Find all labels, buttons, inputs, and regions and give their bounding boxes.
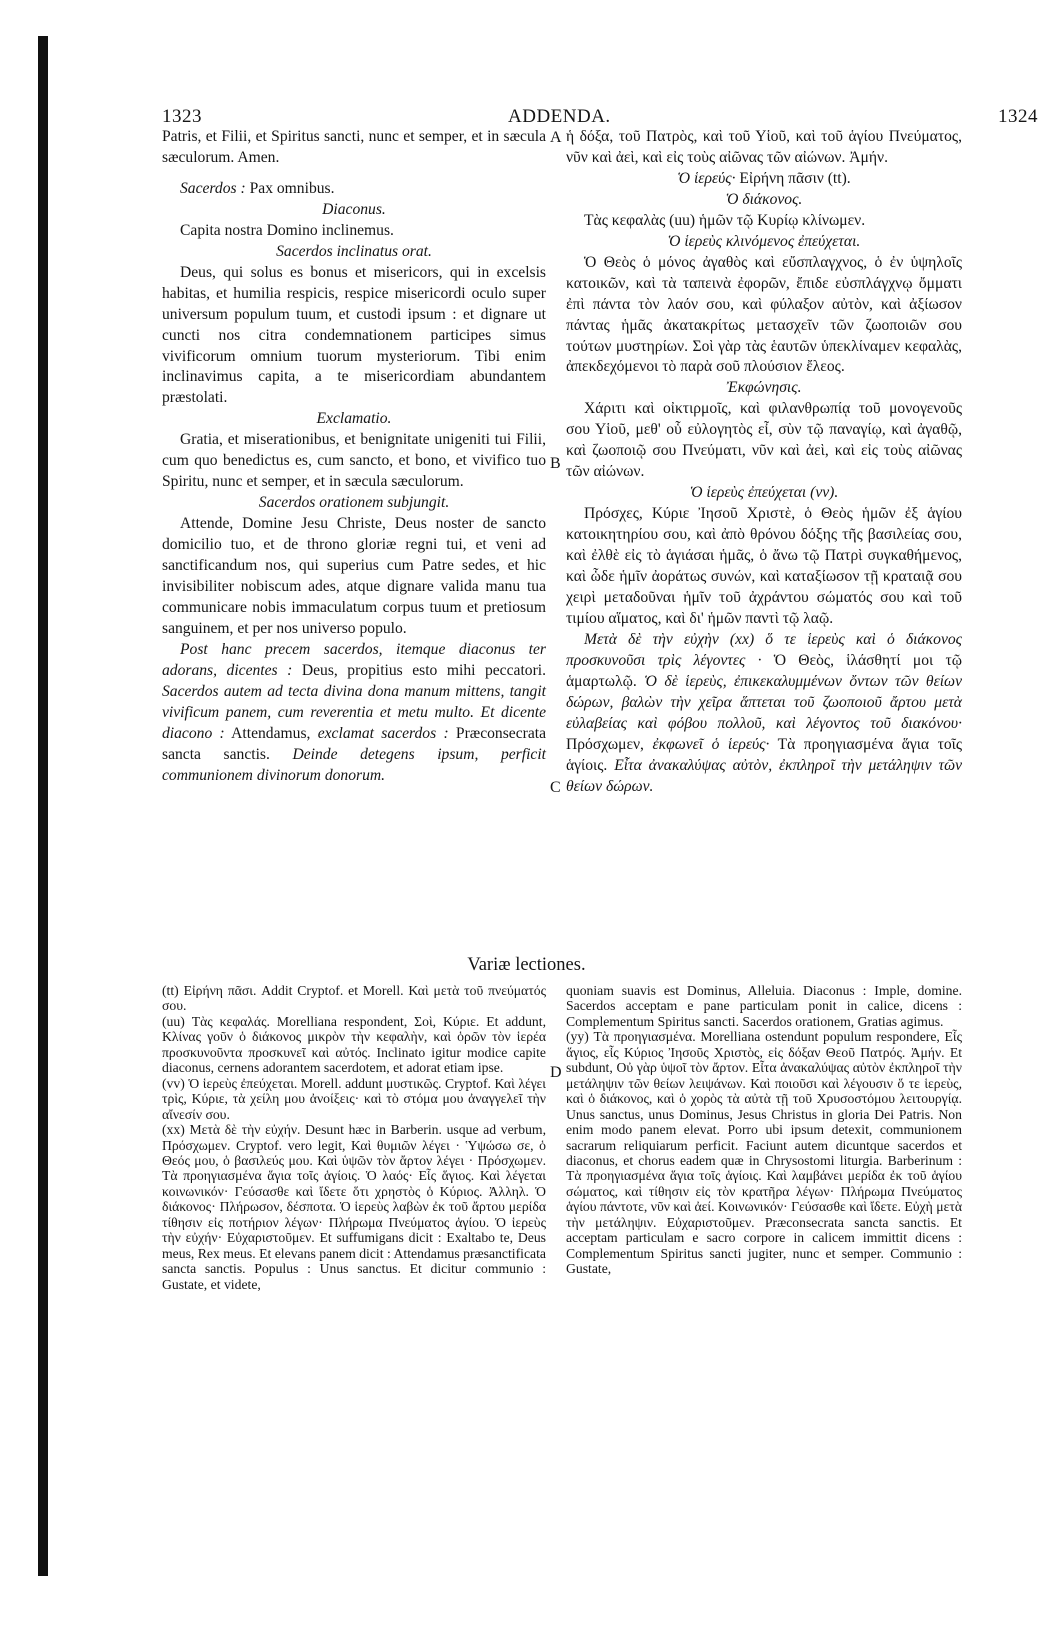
greek-prayer-theos: Ὁ Θεὸς ὁ μόνος ἀγαθὸς καὶ εὔσπλαγχνος, ὁ ἐν ὑψηλοῖς κατοικῶν, καὶ τὰ ταπεινὰ ἐφορῶν, ἔπιδε εὐσπλάγχνῳ ὄμματι ἐπὶ πάντα τὸν λαόν σου, καὶ φύλαξον αὐτὸν, καὶ ἀξίωσον πάντας ἡμᾶς ἀκατακρίτως μετασχεῖν τῶν ζωοποιῶν σου τούτων μυστηρίων. Σοὶ γὰρ τὰς ἑαυτῶν ὑπεκλίναμεν κεφαλὰς, ἀπεκδεχόμενοι τὸ παρὰ σοῦ πλούσιον ἔλεος. [566,253,962,376]
latin-rubric-diaconus: Diaconus. [322,200,386,218]
greek-hiereus-eirene [566,169,962,190]
variant-notes-right [566,983,962,1277]
text-segment: Deus, propitius esto mihi peccatori. [292,661,546,679]
speaker-label: Sacerdos : [180,179,246,197]
scan-edge-bar [38,36,48,1576]
variant-note: quoniam suavis est Dominus, Alleluia. Diaconus : Imple, domine. Sacerdos acceptam e pane particulam ponit in calice, dicens : Complementum Spiritus sancti. Sacerdos orationem, Gratias agimus. [566,983,962,1029]
page-number-left: 1323 [162,106,202,127]
latin-prayer-attende: Attende, Domine Jesu Christe, Deus noster de sancto domicilio tuo, et de throno gloriæ regni tui, et veni ad sanctificandum nos, qui superius cum Patre sedes, et hic invisibiliter nobiscum ades, atque dignare valida manu tua communicare nobis immaculatum corpus tuum et pretiosum sanguinem, et per nos universo populo. [162,515,546,637]
rubric-segment: ἐκφωνεῖ ὁ ἱερεύς· [652,735,770,753]
text-segment: Ὁ Θεὸς, ἱλάσθητί μοι τῷ ἁμαρτωλῷ. [566,651,962,690]
latin-rubric-orationem: Sacerdos orationem subjungit. [258,494,450,512]
text-segment: Præconsecrata sancta sanctis. [162,724,546,763]
variant-note: (yy) Τὰ προηγιασμένα. Morelliana ostendunt populum respondere, Εἷς ἅγιος, εἷς Κύριος Ἰησοῦς Χριστὸς, εἰς δόξαν Θεοῦ Πατρός. Ἀμήν. Et subdunt, Οὐ γὰρ ὑψοῖ τὸν ἄρτον. Εἶτα ἀνακαλύψας αὐτὸν ἐκπληροῖ τὴν μετάληψιν τῶν θείων λειψάνων. Καὶ ποιοῦσι καὶ λέγουσιν ὅ τε ἱερεὺς, καὶ ὁ διάκονος, καὶ ὁ χορὸς τὰ αὐτὰ τῇ τοῦ Χρυσοστόμου λειτουργίᾳ. Unus sanctus, unus Dominus, Jesus Christus in gloria Dei Patris. Non enim modo panem elevat. Porro ubi ipsum detexit, communionem sacrarum reliquiarum perficit. Faciunt autem dicuntque sacerdos et diaconus, et chorus eadem quæ in Chrysostomi liturgia. Barberinum : Τὰ προηγιασμένα ἅγια τοῖς ἁγίοις. Καὶ λαμβάνει μερίδα ἐκ τοῦ ἁγίου σώματος, καὶ τίθησιν εἰς τὸν κρατῆρα λέγων· Πλήρωμα Πνεύματος ἁγίου πάντοτε, νῦν καὶ ἀεί. Κοινωνικόν· Γεύσασθε καὶ ἴδετε. Εὐχὴ μετὰ τὴν μετάληψιν. Εὐχαριστοῦμεν. Præconsecrata sancta sanctis. Et acceptam particulam e sacro corpore in calicem immittit dicens : Complementum Spiritus sancti jugiter, nunc et semper. Communio : Gustate, [566,1029,962,1277]
rubric-segment: Deinde detegens ipsum, perficit communionem divinorum donorum. [162,745,546,784]
speaker-label: Ὁ ἱερεύς· [677,169,736,187]
latin-rubric-inclinatus: Sacerdos inclinatus orat. [276,242,432,260]
variant-note: (vv) Ὁ ἱερεὺς ἐπεύχεται. Morell. addunt μυστικῶς. Cryptof. Καὶ λέγει τρὶς, Κύριε, τὰ χείλη μου ἀνοίξεις· καὶ τὸ στόμα μου ἀναγγελεῖ τὴν αἴνεσίν σου. [162,1075,546,1122]
rubric-segment: exclamat sacerdos : [317,724,449,742]
variant-note: (tt) Εἰρήνη πᾶσι. Addit Cryptof. et Morell. Καὶ μετὰ τοῦ πνεύματός σου. [162,983,546,1014]
speaker-text: Εἰρήνη πᾶσιν (tt). [735,169,851,187]
rubric-segment: Μετὰ δὲ τὴν εὐχὴν (xx) ὅ τε ἱερεὺς καὶ ὁ διάκονος προσκυνοῦσι τρὶς λέγοντες · [566,630,962,669]
text-segment: Attendamus, [224,724,318,742]
greek-rubric-klinomenos: Ὁ ἱερεὺς κλινόμενος ἐπεύχεται. [667,232,861,250]
running-title: ADDENDA. [508,106,611,127]
variant-note: (xx) Μετὰ δὲ τὴν εὐχήν. Desunt hæc in Barberin. usque ad verbum, Πρόσχωμεν. Cryptof. vero legit, Καὶ θυμιῶν λέγει · Ὑψώσω σε, ὁ Θεός μου, ὁ βασιλεύς μου. Καὶ ὑψῶν τὸν ἄρτον λέγει · Πρόσχωμεν. Τὰ προηγιασμένα ἅγια τοῖς ἁγίοις. Ὁ λαός· Εἷς ἅγιος. Καὶ λέγεται κοινωνικόν· Γεύσασθε καὶ ἴδετε ὅτι χρηστὸς ὁ Κύριος. Ἀλληλ. Ὁ διάκονος· Πλήρωσον, δέσποτα. Ὁ ἱερεὺς λαβὼν ἐκ τοῦ ἄρτου μερίδα τίθησιν εἰς ποτήριον λέγων· Πλήρωμα Πνεύματος ἁγίου. Ὁ ἱερεὺς τὴν εὐχήν· Εὐχαριστοῦμεν. Et suffumigans dicit : Exaltabo te, Deus meus, Rex meus. Et elevans panem dicit : Attendamus præsanctificata sancta sanctis. Populus : Unus sanctus. Et dicitur communio : Gustate, et videte, [162,1122,546,1292]
greek-prayer-prosches: Πρόσχες, Κύριε Ἰησοῦ Χριστὲ, ὁ Θεὸς ἡμῶν ἐξ ἁγίου κατοικητηρίου σου, καὶ ἀπὸ θρόνου δόξης τῆς βασιλείας σου, καὶ ἐλθὲ εἰς τὸ ἁγιάσαι ἡμᾶς, ὁ ἄνω τῷ Πατρὶ συγκαθήμενος, καὶ ὧδε ἡμῖν ἀοράτως συνών, καὶ καταξίωσον τῇ κραταιᾷ σου χειρὶ μεταδοῦναι ἡμῖν τοῦ ἀχράντου σώματός σου καὶ τοῦ τιμίου αἵματος, καὶ δι' ἡμῶν παντὶ τῷ λαῷ. [566,505,962,627]
margin-letter-c: C [550,779,561,796]
greek-meta-euchen [566,630,962,798]
latin-prayer-deus: Deus, qui solus es bonus et misericors, qui in excelsis habitas, et humilia respicis, respice misericordi oculo super universum populum tuum, et custodi ipsum : et dignare ut cuncti nos citra condemnationem participes simus vivificorum omnium tuorum mysteriorum. Tibi enim inclinavimus capita, a te misericordiam abundantem præstolati. [162,263,546,407]
rubric-segment: Post hanc precem sacerdos, itemque diaconus ter adorans, dicentes : [162,640,546,679]
greek-rubric-epeuchetai: Ὁ ἱερεὺς ἐπεύχεται (vv). [689,484,839,502]
variant-note: (uu) Τὰς κεφαλάς. Morelliana respondent, Σοὶ, Κύριε. Et addunt, Κλίνας γοῦν ὁ διάκονος μικρὸν τὴν κεφαλὴν, καὶ ὁρῶν τὸν ἱερέα προσκυνοῦντα προσκυνεῖ καὶ αὐτός. Inclinato igitur modice capite diaconus, cernens adorantem sacerdotem, et adorat etiam ipse. [162,1013,546,1076]
rubric-segment: Ὁ δὲ ἱερεὺς, ἐπικεκαλυμμένων ὄντων τῶν θείων δώρων, βαλὼν τὴν χεῖρα ἅπτεται τοῦ ζωοποιοῦ ἄρτου μετὰ εὐλαβείας καὶ φόβου πολλοῦ, καὶ λέγοντος τοῦ διακόνου· [566,672,962,732]
text-segment: Τὰ προηγιασμένα ἅγια τοῖς ἁγίοις. [566,735,962,774]
latin-gratia: Gratia, et miserationibus, et benignitate unigeniti tui Filii, cum quo benedictus es, cum sancto, et bono, et vivifico tuo Spiritu, nunc et semper, et in sæcula sæculorum. [162,431,546,491]
margin-letter-b: B [550,455,561,472]
margin-letter-d: D [550,1064,562,1081]
latin-rubric-exclamatio: Exclamatio. [316,410,392,428]
variant-notes-left [162,983,546,1292]
latin-capita: Capita nostra Domino inclinemus. [180,221,394,239]
variae-lectiones-heading: Variæ lectiones. [467,955,586,975]
latin-sacerdos-pax [162,179,546,200]
greek-rubric-diakonos: Ὁ διάκονος. [725,190,803,208]
latin-doxology: Patris, et Filii, et Spiritus sancti, nunc et semper, et in sæcula sæculorum. Amen. [162,128,546,166]
greek-tas-kephalas: Τὰς κεφαλὰς (uu) ἡμῶν τῷ Κυρίῳ κλίνωμεν. [584,211,866,229]
greek-column [566,127,962,798]
greek-rubric-ekphonesis: Ἐκφώνησις. [726,379,802,397]
speaker-text: Pax omnibus. [249,179,335,197]
rubric-segment: Εἶτα ἀνακαλύψας αὐτὸν, ἐκπληροῖ τὴν μετάληψιν τῶν θείων δώρων. [566,756,962,795]
rubric-segment: Sacerdos autem ad tecta divina dona manum mittens, tangit vivificum panem, cum reverentia et metu multo. Et dicente diacono : [162,682,546,742]
greek-chariti: Χάριτι καὶ οἰκτιρμοῖς, καὶ φιλανθρωπίᾳ τοῦ μονογενοῦς σου Υἱοῦ, μεθ' οὗ εὐλογητὸς εἶ, σὺν τῷ παναγίῳ, καὶ ἀγαθῷ, καὶ ζωοποιῷ σου Πνεύματι, νῦν καὶ ἀεὶ, καὶ εἰς τοὺς αἰῶνας τῶν αἰώνων. [566,400,962,481]
latin-post-hanc [162,640,546,787]
greek-doxology: ἡ δόξα, τοῦ Πατρὸς, καὶ τοῦ Υἱοῦ, καὶ τοῦ ἁγίου Πνεύματος, νῦν καὶ ἀεὶ, καὶ εἰς τοὺς αἰῶνας τῶν αἰώνων. Ἀμήν. [566,128,962,166]
margin-letter-a: A [550,129,562,146]
page-number-right: 1324 [998,106,1038,127]
text-segment: Πρόσχωμεν, [566,735,653,753]
latin-column [162,127,546,787]
